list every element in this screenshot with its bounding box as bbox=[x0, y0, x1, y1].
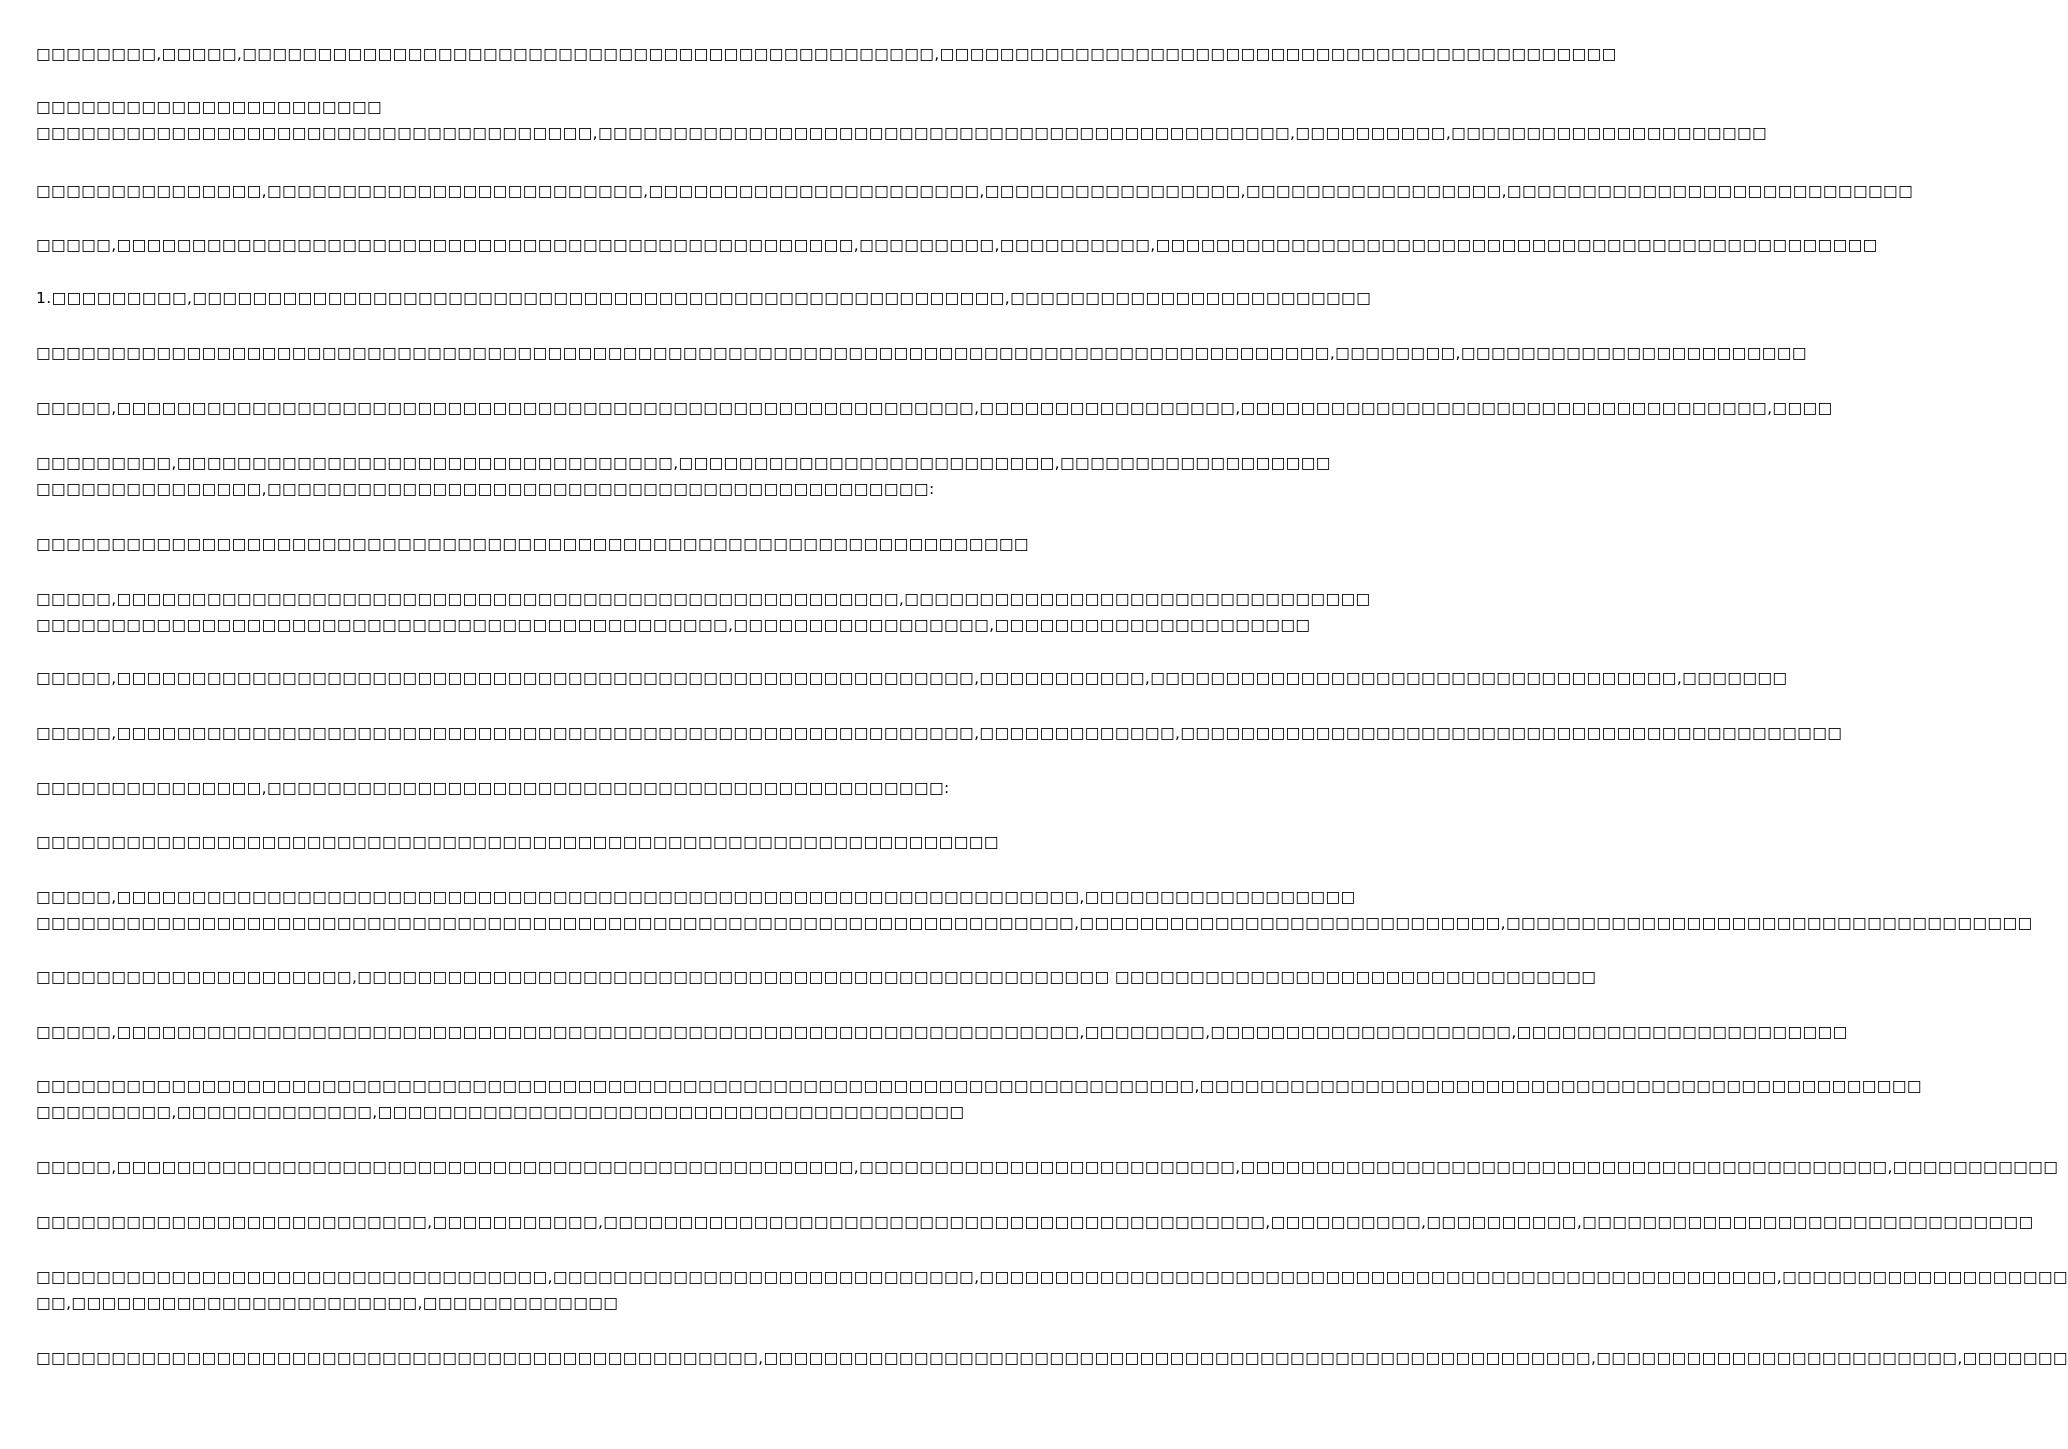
text-line: □□□□□□□□□,□□□□□□□□□□□□□,□□□□□□□□□□□□□□□□□□□□□□□□□□□□□□□□□□□□□□□ bbox=[36, 1103, 965, 1121]
text-line: □□□□□□□□□□□□□□□□□□□□□□□□□□□□□□□□□□□□□□□□□□□□□□□□□□□□□□□□□□□□□□□□ bbox=[36, 833, 999, 851]
text-line: □□□□□□□□□□□□□□□□□□□□□□□□□□□□□□□□□□□□□,□□□□□□□□□□□□□□□□□□□□□□□□□□□□□□□□□□□□□□□□□□□□□□,□□□□□□□□□□,□□□□□□□□□□□□□□□□□□□□□ bbox=[36, 124, 1768, 142]
paragraph-14 bbox=[36, 829, 999, 855]
paragraph-21 bbox=[36, 1264, 2068, 1316]
text-line: □□□□□□□□□□□□□□□□□□□□□□□□□□□□□□□□□□□□□□□□□□□□□□□□□□□□□□□□□□□□□□□□□□□□□□□□□□□□□□□□□□□□□□,□□□□□□□□,□□□□□□□□□□□□□□□□□□□□□□□ bbox=[36, 344, 1807, 362]
document-body bbox=[36, 0, 2068, 1449]
text-line: □□□□□□□□,□□□□□,□□□□□□□□□□□□□□□□□□□□□□□□□□□□□□□□□□□□□□□□□□□□□□,□□□□□□□□□□□□□□□□□□□□□□□□□□□□□□□□□□□□□□□□□□□□□ bbox=[36, 45, 1617, 63]
text-line: □□□□□,□□□□□□□□□□□□□□□□□□□□□□□□□□□□□□□□□□□□□□□□□□□□□□□□□□□□□□□□□□□□□□□□,□□□□□□□□,□□□□□□□□□□□□□□□□□□□□,□□□□□□□□□□□□□□□□□□□□□□ bbox=[36, 1023, 1848, 1041]
text-line: □□□□□□□□□□□□□□□,□□□□□□□□□□□□□□□□□□□□□□□□□□□□□□□□□□□□□□□□□□□□: bbox=[36, 480, 935, 498]
paragraph-9 bbox=[36, 531, 1029, 557]
paragraph-20 bbox=[36, 1209, 2034, 1235]
text-line: □□□□□□□□□,□□□□□□□□□□□□□□□□□□□□□□□□□□□□□□□□□,□□□□□□□□□□□□□□□□□□□□□□□□□,□□□□□□□□□□□□□□□□□□ bbox=[36, 454, 1331, 472]
paragraph-1 bbox=[36, 41, 1617, 67]
text-line: □□□□□□□□□□□□□□□□□□□□□□□ bbox=[36, 98, 383, 116]
paragraph-2 bbox=[36, 94, 1768, 146]
text-line: □□□□□,□□□□□□□□□□□□□□□□□□□□□□□□□□□□□□□□□□□□□□□□□□□□□□□□□□□□,□□□□□□□□□□□□□□□□□□□□□□□□□□□□□□□ bbox=[36, 590, 1371, 608]
text-line: □□□□□,□□□□□□□□□□□□□□□□□□□□□□□□□□□□□□□□□□□□□□□□□□□□□□□□□□□□□□□□□□□□□□□□,□□□□□□□□□□□□□□□□□□ bbox=[36, 888, 1356, 906]
text-line: □□□□□□□□□□□□□□□,□□□□□□□□□□□□□□□□□□□□□□□□□□□□□□□□□□□□□□□□□□□□□: bbox=[36, 779, 950, 797]
text-line: □□□□□□□□□□□□□□□□□□□□□□□□□□□□□□□□□□,□□□□□□□□□□□□□□□□□□□□□□□□□□□□,□□□□□□□□□□□□□□□□□□□□□□□□□□□□□□□□□□□□□□□□□□□□□□□□□□□□□,□□□□□□□□□□□□□□□□□□□ bbox=[36, 1268, 2068, 1286]
paragraph-5 bbox=[36, 285, 1372, 311]
paragraph-8 bbox=[36, 450, 1331, 502]
text-line: □□□□□□□□□□□□□□□□□□□□□□□□□□□□□□□□□□□□□□□□□□□□□□,□□□□□□□□□□□□□□□□□,□□□□□□□□□□□□□□□□□□□□□ bbox=[36, 616, 1311, 634]
paragraph-7 bbox=[36, 395, 1833, 421]
text-line: □□□□□□□□□□□□□□□,□□□□□□□□□□□□□□□□□□□□□□□□□,□□□□□□□□□□□□□□□□□□□□□□,□□□□□□□□□□□□□□□□□,□□□□□□□□□□□□□□□□□,□□□□□□□□□□□□□□□□□□□□□□□□□□□ bbox=[36, 182, 1914, 200]
paragraph-12 bbox=[36, 720, 1843, 746]
paragraph-3 bbox=[36, 178, 1914, 204]
text-line: □□,□□□□□□□□□□□□□□□□□□□□□□□,□□□□□□□□□□□□□ bbox=[36, 1294, 619, 1312]
paragraph-6 bbox=[36, 340, 1807, 366]
text-line: □□□□□,□□□□□□□□□□□□□□□□□□□□□□□□□□□□□□□□□□□□□□□□□□□□□□□□□,□□□□□□□□□,□□□□□□□□□□,□□□□□□□□□□□□□□□□□□□□□□□□□□□□□□□□□□□□□□□□□□□□□□□□ bbox=[36, 236, 1878, 254]
text-line: □□□□□,□□□□□□□□□□□□□□□□□□□□□□□□□□□□□□□□□□□□□□□□□□□□□□□□□,□□□□□□□□□□□□□□□□□□□□□□□□□,□□□□□□□□□□□□□□□□□□□□□□□□□□□□□□□□□□□□□□□□□□□,□□□□□□□□□□□ bbox=[36, 1158, 2059, 1176]
paragraph-16 bbox=[36, 964, 1597, 990]
paragraph-15 bbox=[36, 884, 2033, 936]
text-line: □□□□□□□□□□□□□□□□□□□□□□□□□□□□□□□□□□□□□□□□□□□□□□□□□□□□□□□□□□□□□□□□□□□□□□□□□□□□□,□□□□□□□□□□□□□□□□□□□□□□□□□□□□□□□□□□□□□□□□□□□□□□□□ bbox=[36, 1077, 1922, 1095]
paragraph-18 bbox=[36, 1073, 1922, 1125]
text-line: □□□□□,□□□□□□□□□□□□□□□□□□□□□□□□□□□□□□□□□□□□□□□□□□□□□□□□□□□□□□□□□,□□□□□□□□□□□,□□□□□□□□□□□□□□□□□□□□□□□□□□□□□□□□□□□,□□□□□□□ bbox=[36, 669, 1788, 687]
paragraph-11 bbox=[36, 665, 1788, 691]
paragraph-10 bbox=[36, 586, 1371, 638]
text-line: □□□□□□□□□□□□□□□□□□□□□□□□□□□□□□□□□□□□□□□□□□□□□□□□□□□□□□□□□□□□□□□□□□ bbox=[36, 535, 1029, 553]
text-line: 1.□□□□□□□□□,□□□□□□□□□□□□□□□□□□□□□□□□□□□□□□□□□□□□□□□□□□□□□□□□□□□□□□,□□□□□□□□□□□□□□□□□□□□□□□□ bbox=[36, 289, 1372, 307]
text-line: □□□□□□□□□□□□□□□□□□□□□□□□□□□□□□□□□□□□□□□□□□□□□□□□□□□□□□□□□□□□□□□□□□□□□,□□□□□□□□□□□□□□□□□□□□□□□□□□□□,□□□□□□□□□□□□□□□□□□□□□□□□□□□□□□□□□□□ bbox=[36, 914, 2033, 932]
text-line: □□□□□,□□□□□□□□□□□□□□□□□□□□□□□□□□□□□□□□□□□□□□□□□□□□□□□□□□□□□□□□□,□□□□□□□□□□□□□,□□□□□□□□□□□□□□□□□□□□□□□□□□□□□□□□□□□□□□□□□□□□ bbox=[36, 724, 1843, 742]
paragraph-22 bbox=[36, 1345, 2068, 1371]
paragraph-17 bbox=[36, 1019, 1848, 1045]
paragraph-19 bbox=[36, 1154, 2059, 1180]
paragraph-13 bbox=[36, 775, 990, 801]
text-line: □□□□□,□□□□□□□□□□□□□□□□□□□□□□□□□□□□□□□□□□□□□□□□□□□□□□□□□□□□□□□□□,□□□□□□□□□□□□□□□□□,□□□□□□□□□□□□□□□□□□□□□□□□□□□□□□□□□□□,□□□□ bbox=[36, 399, 1833, 417]
text-line: □□□□□□□□□□□□□□□□□□□□□□□□□□,□□□□□□□□□□□,□□□□□□□□□□□□□□□□□□□□□□□□□□□□□□□□□□□□□□□□□□□□,□□□□□□□□□□,□□□□□□□□□□,□□□□□□□□□□□□□□□□□□□□□□□□□□□□□□ bbox=[36, 1213, 2034, 1231]
text-line: □□□□□□□□□□□□□□□□□□□□□,□□□□□□□□□□□□□□□□□□□□□□□□□□□□□□□□□□□□□□□□□□□□□□□□□□ □□□□□□□□□□□□□□□□□□□□□□□□□□□□□□□□ bbox=[36, 968, 1597, 986]
text-line: □□□□□□□□□□□□□□□□□□□□□□□□□□□□□□□□□□□□□□□□□□□□□□□□,□□□□□□□□□□□□□□□□□□□□□□□□□□□□□□□□□□□□□□□□□□□□□□□□□□□□□□□,□□□□□□□□□□□□□□□□□□□□□□□□,□□□□□□□ bbox=[36, 1349, 2068, 1367]
paragraph-4 bbox=[36, 232, 1878, 258]
